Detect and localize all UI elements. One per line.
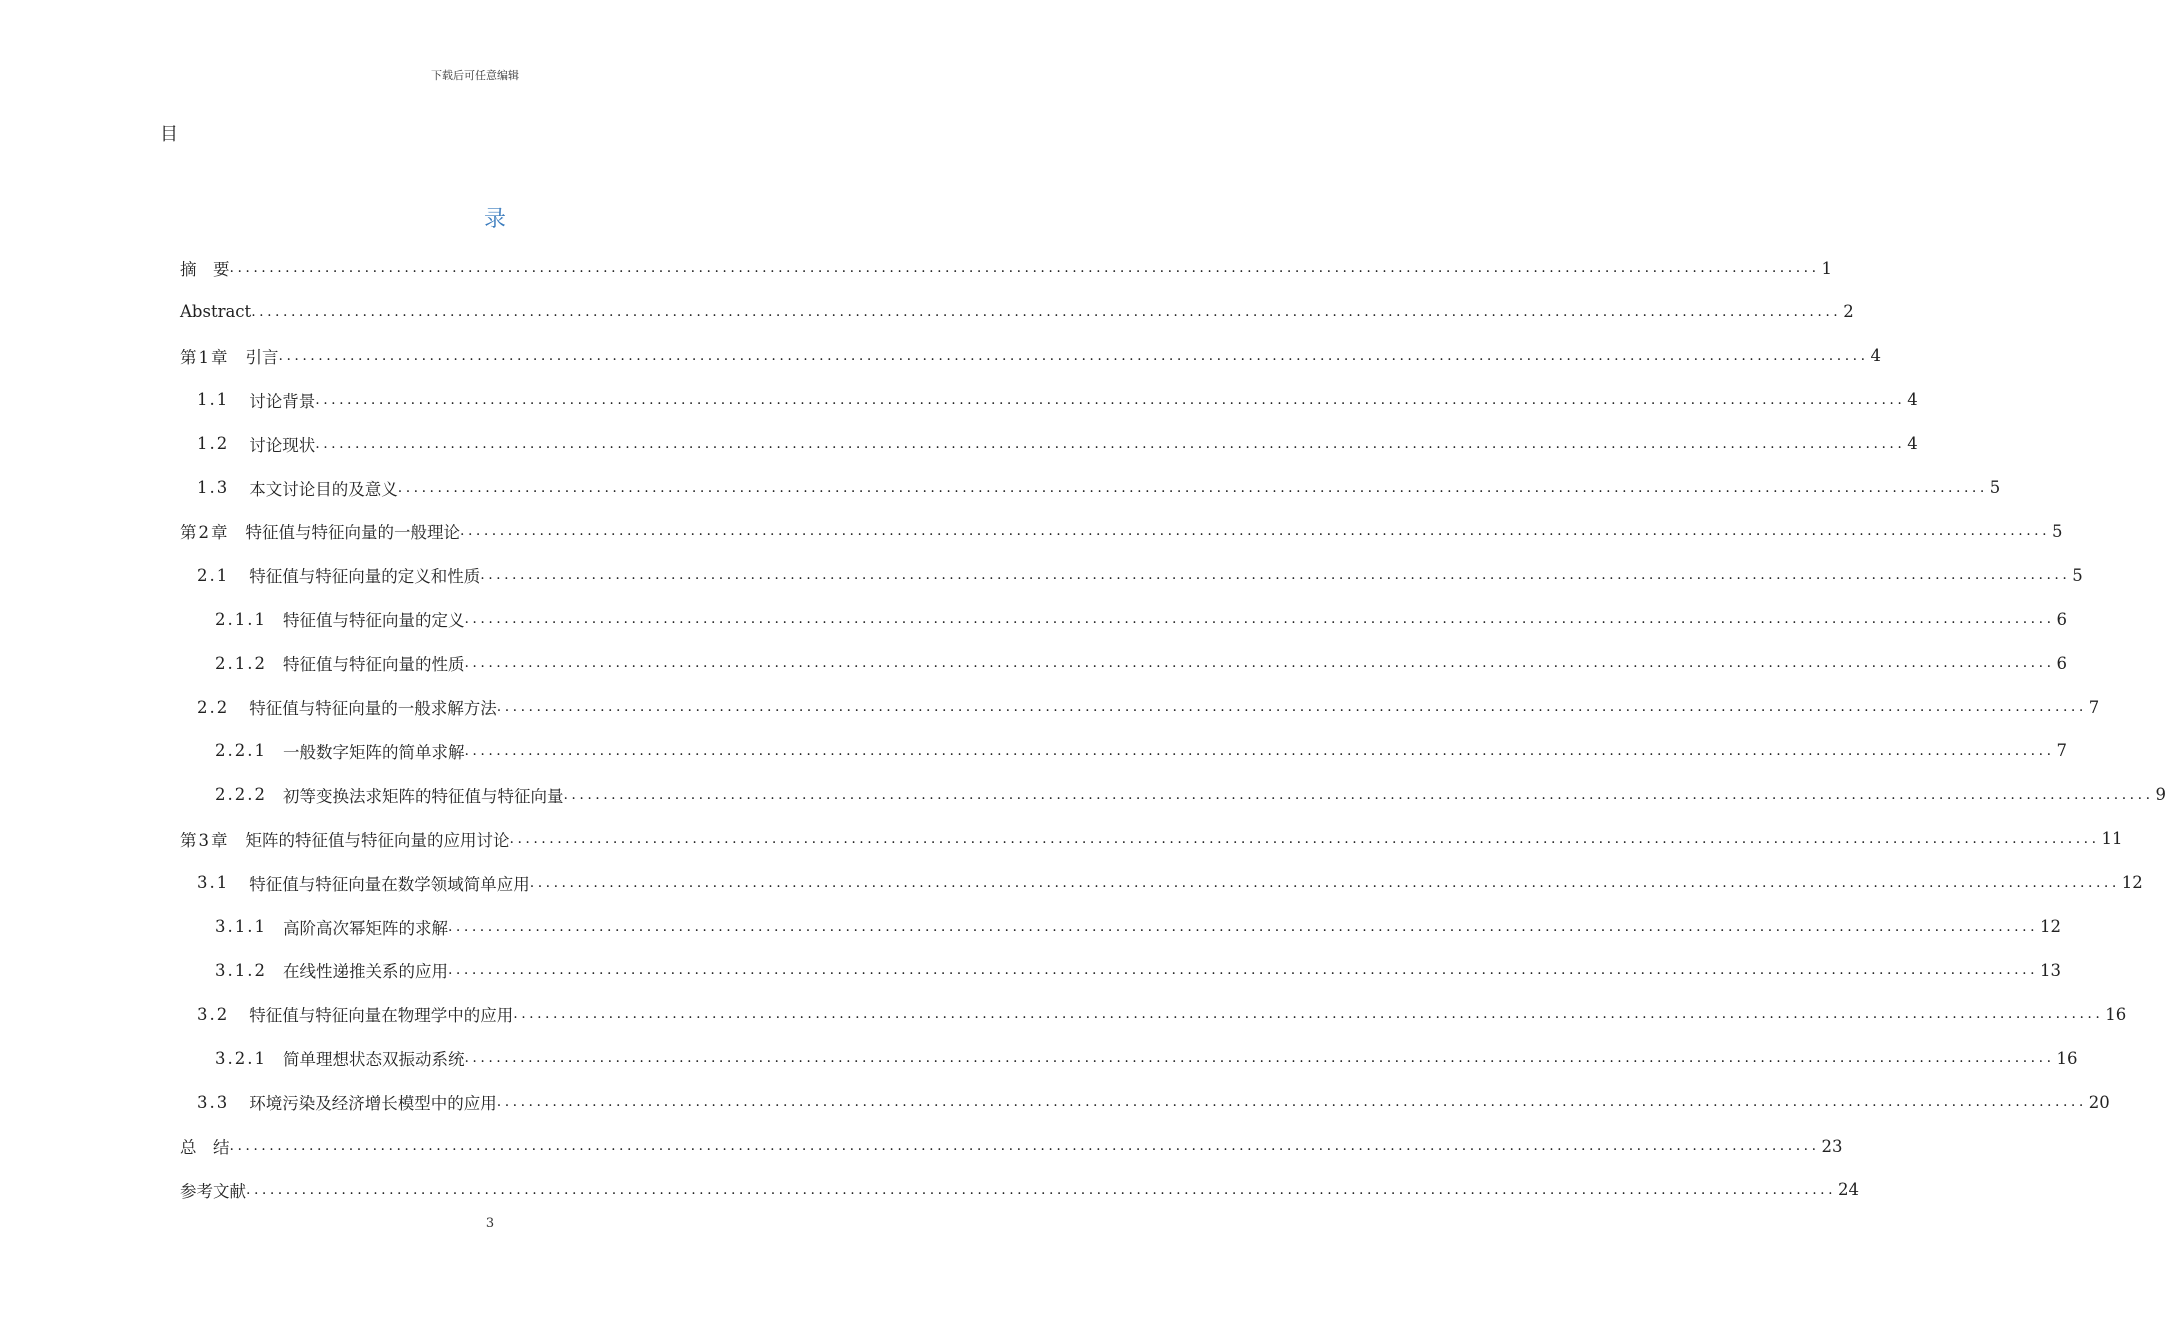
toc-entry-page: 16 — [2105, 1004, 2127, 1024]
toc-entry-title: 摘 要 — [180, 260, 230, 279]
toc-entry-page: 9 — [2155, 785, 2166, 805]
toc-entry-number: 1.2 — [197, 434, 230, 454]
toc-entry-page: 5 — [2072, 565, 2083, 585]
toc-leader-dots: ........................................................................................................................................................................................................ — [246, 1181, 1837, 1198]
toc-entry-page: 6 — [2056, 653, 2068, 673]
toc-entry[interactable] — [180, 254, 1833, 282]
toc-entry-number: 第2章 — [180, 523, 230, 543]
toc-leader-dots: ........................................................................................................................................................................................................ — [509, 830, 2100, 847]
toc-entry[interactable] — [215, 781, 2166, 809]
toc-entry-title: 矩阵的特征值与特征向量的应用讨论 — [245, 830, 510, 850]
toc-entry-number: 3.1.1 — [215, 917, 267, 936]
toc-entry[interactable] — [180, 342, 1882, 370]
toc-entry[interactable] — [197, 869, 2143, 897]
toc-entry-page: 13 — [2040, 960, 2062, 980]
toc-entry-title: 讨论现状 — [249, 435, 316, 455]
toc-entry-title: 在线性递推关系的应用 — [282, 962, 448, 982]
toc-entry-title: 特征值与特征向量的定义 — [282, 611, 465, 631]
header-note: 下载后可任意编辑 — [431, 69, 519, 82]
toc-entry[interactable] — [180, 825, 2123, 853]
toc-entry-title: 特征值与特征向量的一般求解方法 — [249, 699, 497, 718]
toc-entry-number: 1.3 — [197, 478, 230, 497]
toc-entry-page: 5 — [2052, 521, 2063, 541]
toc-entry-number: 2.1 — [197, 565, 230, 585]
toc-entry[interactable] — [215, 649, 2068, 677]
toc-entry-page: 5 — [1989, 478, 2001, 497]
toc-entry-number: 1.1 — [197, 390, 230, 410]
toc-leader-dots: ........................................................................................................................................................................................................ — [447, 918, 2039, 935]
toc-leader-dots: ........................................................................................................................................................................................................ — [496, 699, 2087, 715]
toc-entry-title: 特征值与特征向量在数学领域简单应用 — [249, 874, 530, 894]
toc-entry-page: 20 — [2088, 1092, 2110, 1112]
toc-entry-page: 7 — [2056, 741, 2068, 761]
toc-leader-dots: ........................................................................................................................................................................................................ — [464, 1050, 2055, 1067]
toc-entry[interactable] — [215, 1044, 2078, 1072]
toc-entry[interactable] — [197, 474, 2001, 502]
toc-entry-page: 12 — [2121, 873, 2143, 893]
toc-entry-page: 6 — [2056, 609, 2068, 629]
toc-entry[interactable] — [197, 386, 1918, 414]
toc-entry-page: 1 — [1821, 258, 1833, 278]
toc-entry-title: 总 结 — [180, 1138, 230, 1157]
toc-entry-page: 4 — [1907, 434, 1918, 454]
toc-entry-number: 2.1.1 — [215, 609, 267, 629]
toc-leader-dots: ........................................................................................................................................................................................................ — [447, 962, 2039, 979]
toc-entry-page: 12 — [2040, 917, 2062, 936]
toc-entry[interactable] — [180, 1132, 1843, 1160]
toc-entry-title: 初等变换法求矩阵的特征值与特征向量 — [282, 786, 564, 806]
toc-entry-title: 高阶高次幂矩阵的求解 — [282, 918, 448, 938]
toc-entry-page: 24 — [1838, 1180, 1860, 1200]
toc-entry[interactable] — [215, 737, 2068, 765]
toc-entry[interactable] — [215, 605, 2068, 633]
toc-entry-page: 4 — [1907, 390, 1918, 410]
toc-entry-title: 特征值与特征向量的性质 — [282, 655, 465, 675]
toc-entry-title: 讨论背景 — [249, 391, 316, 411]
toc-entry-page: 7 — [2088, 697, 2100, 717]
toc-entry[interactable] — [215, 913, 2062, 941]
toc-title-part-2: 录 — [483, 207, 506, 232]
toc-entry[interactable] — [215, 956, 2062, 984]
toc-entry[interactable] — [197, 1000, 2127, 1028]
toc-entry-page: 11 — [2101, 829, 2123, 849]
toc-entry-number: 第1章 — [180, 347, 230, 367]
toc-leader-dots: ........................................................................................................................................................................................................ — [278, 347, 1869, 364]
toc-entry-title: 特征值与特征向量的一般理论 — [245, 523, 460, 543]
toc-entry-number: 3.2.1 — [215, 1048, 267, 1068]
page-number: 3 — [485, 1216, 495, 1231]
toc-leader-dots: ........................................................................................................................................................................................................ — [464, 742, 2055, 759]
toc-leader-dots: ........................................................................................................................................................................................................ — [513, 1006, 2104, 1023]
toc-entry-title: 特征值与特征向量的定义和性质 — [249, 567, 481, 587]
toc-leader-dots: ........................................................................................................................................................................................................ — [464, 611, 2055, 628]
toc-entry-page: 2 — [1843, 302, 1854, 322]
toc-entry-number: 3.1.2 — [215, 960, 267, 980]
toc-entry-page: 23 — [1821, 1136, 1843, 1156]
toc-entry-number: 3.1 — [197, 873, 230, 893]
toc-entry[interactable] — [180, 1176, 1860, 1204]
toc-leader-dots: ........................................................................................................................................................................................................ — [529, 874, 2120, 891]
toc-entry[interactable] — [197, 693, 2100, 721]
toc-entry-number: 2.2.1 — [215, 741, 267, 761]
toc-entry-title: 一般数字矩阵的简单求解 — [282, 742, 465, 762]
toc-entry-number: 3.2 — [197, 1004, 230, 1024]
toc-leader-dots: ........................................................................................................................................................................................................ — [397, 479, 1988, 496]
toc-entry-page: 16 — [2056, 1048, 2078, 1068]
toc-leader-dots: ........................................................................................................................................................................................................ — [496, 1094, 2087, 1111]
toc-entry-title: 引言 — [245, 347, 279, 367]
toc-leader-dots: ........................................................................................................................................................................................................ — [480, 567, 2071, 584]
toc-entry[interactable] — [197, 1088, 2110, 1116]
toc-entry-number: 2.2.2 — [215, 785, 267, 805]
toc-leader-dots: ........................................................................................................................................................................................................ — [251, 303, 1842, 320]
toc-entry-number: 2.2 — [197, 697, 230, 717]
toc-entry-number: 第3章 — [180, 830, 230, 850]
toc-entry-page: 4 — [1870, 346, 1882, 366]
toc-leader-dots: ........................................................................................................................................................................................................ — [464, 655, 2055, 672]
toc-entry-title: Abstract — [180, 302, 252, 322]
toc-leader-dots: ........................................................................................................................................................................................................ — [229, 260, 1820, 276]
toc-entry-title: 特征值与特征向量在物理学中的应用 — [249, 1006, 514, 1026]
toc-leader-dots: ........................................................................................................................................................................................................ — [229, 1138, 1820, 1154]
toc-leader-dots: ........................................................................................................................................................................................................ — [315, 435, 1906, 452]
toc-entry[interactable] — [197, 561, 2083, 589]
toc-entry[interactable] — [180, 298, 1854, 326]
toc-leader-dots: ........................................................................................................................................................................................................ — [315, 391, 1906, 408]
toc-entry[interactable] — [197, 430, 1918, 458]
toc-entry-number: 2.1.2 — [215, 653, 267, 673]
toc-entry-title: 参考文献 — [180, 1181, 246, 1201]
toc-entry-title: 本文讨论目的及意义 — [249, 479, 398, 499]
toc-leader-dots: ........................................................................................................................................................................................................ — [563, 786, 2154, 803]
toc-entry-title: 简单理想状态双振动系统 — [282, 1050, 465, 1070]
toc-entry-title: 环境污染及经济增长模型中的应用 — [249, 1094, 497, 1114]
toc-entry-number: 3.3 — [197, 1092, 230, 1112]
toc-entry[interactable] — [180, 517, 2063, 545]
toc-leader-dots: ........................................................................................................................................................................................................ — [460, 523, 2051, 540]
toc-title-part-1: 目 — [160, 124, 178, 145]
